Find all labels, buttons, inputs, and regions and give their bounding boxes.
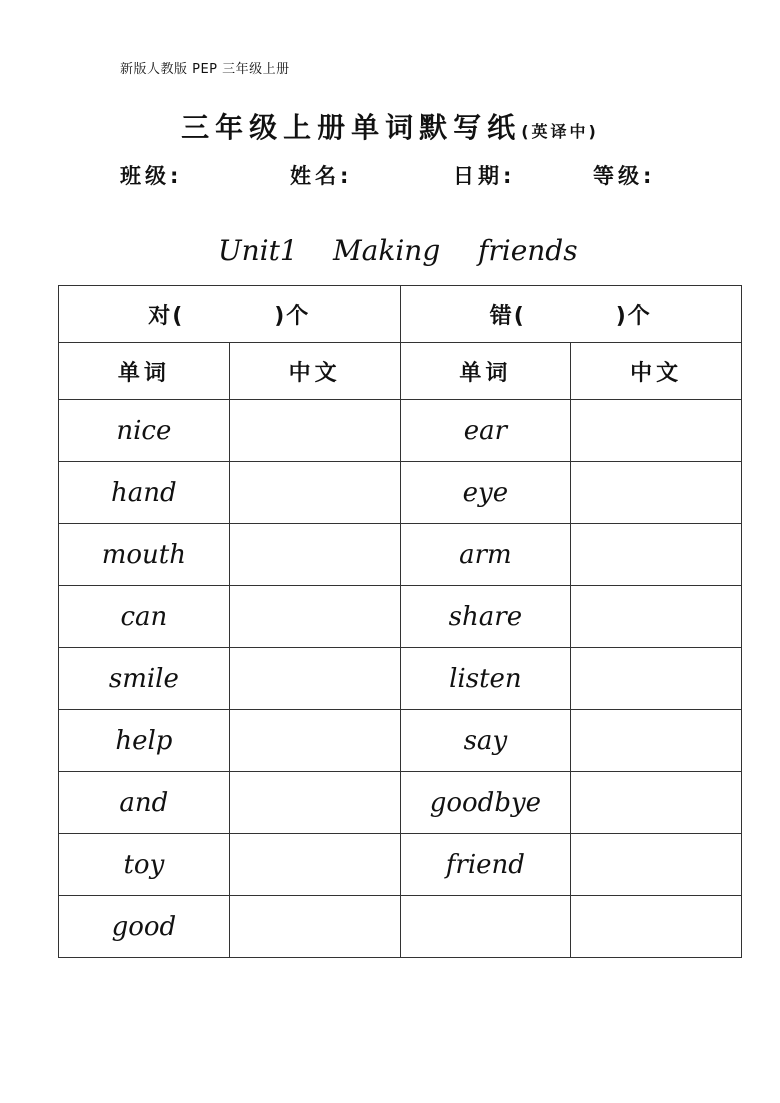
header-note: 新版人教版 PEP 三年级上册 [120, 62, 290, 77]
score-row [59, 286, 742, 343]
table-row [59, 462, 742, 524]
chinese-answer-left[interactable] [229, 400, 400, 462]
english-word-left: nice [59, 400, 230, 462]
table-row [59, 896, 742, 958]
table-row [59, 834, 742, 896]
english-word-right: eye [400, 462, 571, 524]
wrong-count-cell[interactable] [400, 286, 742, 343]
english-word-right [400, 896, 571, 958]
chinese-answer-left[interactable] [229, 462, 400, 524]
table-row [59, 524, 742, 586]
header-chinese-right: 中文 [571, 343, 742, 400]
student-info-row [0, 160, 780, 194]
header-word-right: 单词 [400, 343, 571, 400]
english-word-left: good [59, 896, 230, 958]
english-word-left: mouth [59, 524, 230, 586]
english-word-right: share [400, 586, 571, 648]
english-word-left: hand [59, 462, 230, 524]
english-word-left: can [59, 586, 230, 648]
wrong-suffix: )个 [615, 303, 652, 329]
unit-title-word-2: friends [478, 234, 578, 267]
unit-number: Unit1 [218, 234, 298, 267]
correct-count-cell[interactable] [59, 286, 401, 343]
vocabulary-table [58, 285, 742, 958]
chinese-answer-left[interactable] [229, 524, 400, 586]
chinese-answer-right[interactable] [571, 772, 742, 834]
chinese-answer-right[interactable] [571, 462, 742, 524]
table-row [59, 586, 742, 648]
correct-suffix: )个 [274, 303, 311, 329]
chinese-answer-left[interactable] [229, 772, 400, 834]
chinese-answer-right[interactable] [571, 710, 742, 772]
worksheet-title [0, 106, 780, 146]
english-word-right: listen [400, 648, 571, 710]
chinese-answer-left[interactable] [229, 896, 400, 958]
table-row [59, 400, 742, 462]
english-word-left: toy [59, 834, 230, 896]
chinese-answer-right[interactable] [571, 524, 742, 586]
chinese-answer-right[interactable] [571, 896, 742, 958]
chinese-answer-left[interactable] [229, 834, 400, 896]
table-row [59, 648, 742, 710]
english-word-right: friend [400, 834, 571, 896]
wrong-label: 错( [489, 303, 526, 329]
english-word-right: ear [400, 400, 571, 462]
table-row [59, 710, 742, 772]
chinese-answer-left[interactable] [229, 648, 400, 710]
chinese-answer-left[interactable] [229, 586, 400, 648]
chinese-answer-right[interactable] [571, 586, 742, 648]
grade-label: 等级: [593, 164, 656, 188]
chinese-answer-right[interactable] [571, 648, 742, 710]
unit-title-word-1: Making [333, 234, 441, 267]
name-label: 姓名: [290, 164, 353, 188]
correct-label: 对( [148, 303, 185, 329]
header-word-left: 单词 [59, 343, 230, 400]
english-word-right: goodbye [400, 772, 571, 834]
english-word-left: and [59, 772, 230, 834]
chinese-answer-right[interactable] [571, 400, 742, 462]
english-word-left: smile [59, 648, 230, 710]
chinese-answer-right[interactable] [571, 834, 742, 896]
chinese-answer-left[interactable] [229, 710, 400, 772]
unit-heading [0, 234, 780, 284]
table-row [59, 772, 742, 834]
header-row [59, 343, 742, 400]
english-word-right: say [400, 710, 571, 772]
english-word-right: arm [400, 524, 571, 586]
header-chinese-left: 中文 [229, 343, 400, 400]
class-label: 班级: [120, 164, 183, 188]
date-label: 日期: [453, 164, 516, 188]
title-text: 三年级上册单词默写纸 [181, 111, 522, 144]
title-subtitle: (英译中) [521, 122, 599, 141]
english-word-left: help [59, 710, 230, 772]
